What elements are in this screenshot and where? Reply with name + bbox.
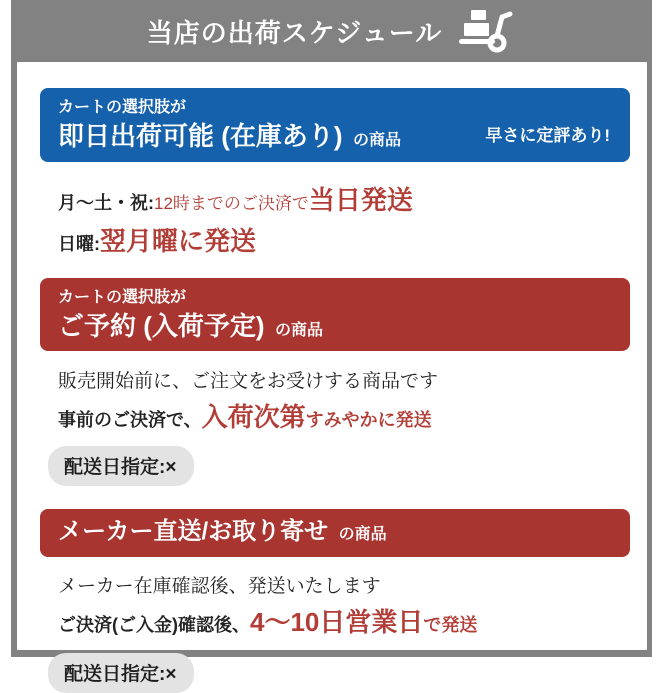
- delivery-date-badge: 配送日指定:×: [48, 446, 194, 486]
- banner-preorder-title-suffix: の商品: [275, 321, 324, 339]
- preorder-description-line: [58, 366, 630, 393]
- content-card: [11, 62, 652, 685]
- banner-same-day-title-main: 即日出荷可能 (在庫あり): [58, 120, 343, 151]
- same-day-weekday-line: [58, 180, 630, 217]
- preorder-badge-row: [40, 446, 630, 486]
- sunday-label: 日曜:: [58, 234, 100, 254]
- banner-same-day-title-suffix: の商品: [353, 131, 402, 149]
- direct-result-rest: で発送: [423, 615, 478, 635]
- header-bar: [11, 0, 652, 62]
- shipping-schedule-panel: [11, 0, 652, 685]
- direct-description-line: [58, 571, 630, 598]
- delivery-date-badge: 配送日指定:×: [48, 653, 194, 693]
- same-day-sunday-line: [58, 221, 630, 258]
- preorder-shipping-line: [58, 397, 630, 434]
- banner-preorder-subtitle: カートの選択肢が: [58, 289, 187, 306]
- direct-details: [40, 571, 630, 639]
- weekday-result: 当日発送: [308, 185, 413, 215]
- direct-description: メーカー在庫確認後、発送いたします: [58, 576, 381, 597]
- direct-condition: ご決済(ご入金)確認後、: [58, 615, 250, 635]
- banner-direct: [40, 509, 630, 557]
- banner-direct-title-suffix: の商品: [338, 525, 387, 543]
- direct-badge-row: [40, 653, 630, 693]
- direct-shipping-line: [58, 602, 630, 639]
- banner-same-day-subtitle: カートの選択肢が: [58, 99, 187, 116]
- weekday-label: 月〜土・祝:: [58, 193, 154, 213]
- preorder-condition: 事前のご決済で、: [58, 410, 202, 430]
- banner-same-day-note: 早さに定評あり!: [485, 126, 610, 145]
- preorder-result-main: 入荷次第: [201, 402, 306, 432]
- preorder-details: [40, 366, 630, 434]
- banner-direct-title: [58, 518, 387, 547]
- preorder-description: 販売開始前に、ご注文をお受けする商品です: [58, 371, 439, 392]
- weekday-condition: 12時までのご決済で: [154, 194, 309, 213]
- banner-preorder-title-main: ご予約 (入荷予定): [58, 310, 265, 341]
- banner-preorder-title: [58, 311, 612, 342]
- page-title: 当店の出荷スケジュール: [146, 17, 443, 48]
- banner-direct-title-main: メーカー直送/お取り寄せ: [58, 517, 329, 545]
- same-day-details: [40, 180, 630, 258]
- preorder-result-rest: すみやかに発送: [305, 410, 432, 430]
- handtruck-icon: [458, 9, 516, 53]
- banner-same-day: [40, 88, 630, 162]
- banner-preorder: [40, 278, 630, 351]
- direct-result-main: 4〜10日営業日: [250, 607, 424, 637]
- sunday-result: 翌月曜に発送: [100, 226, 257, 256]
